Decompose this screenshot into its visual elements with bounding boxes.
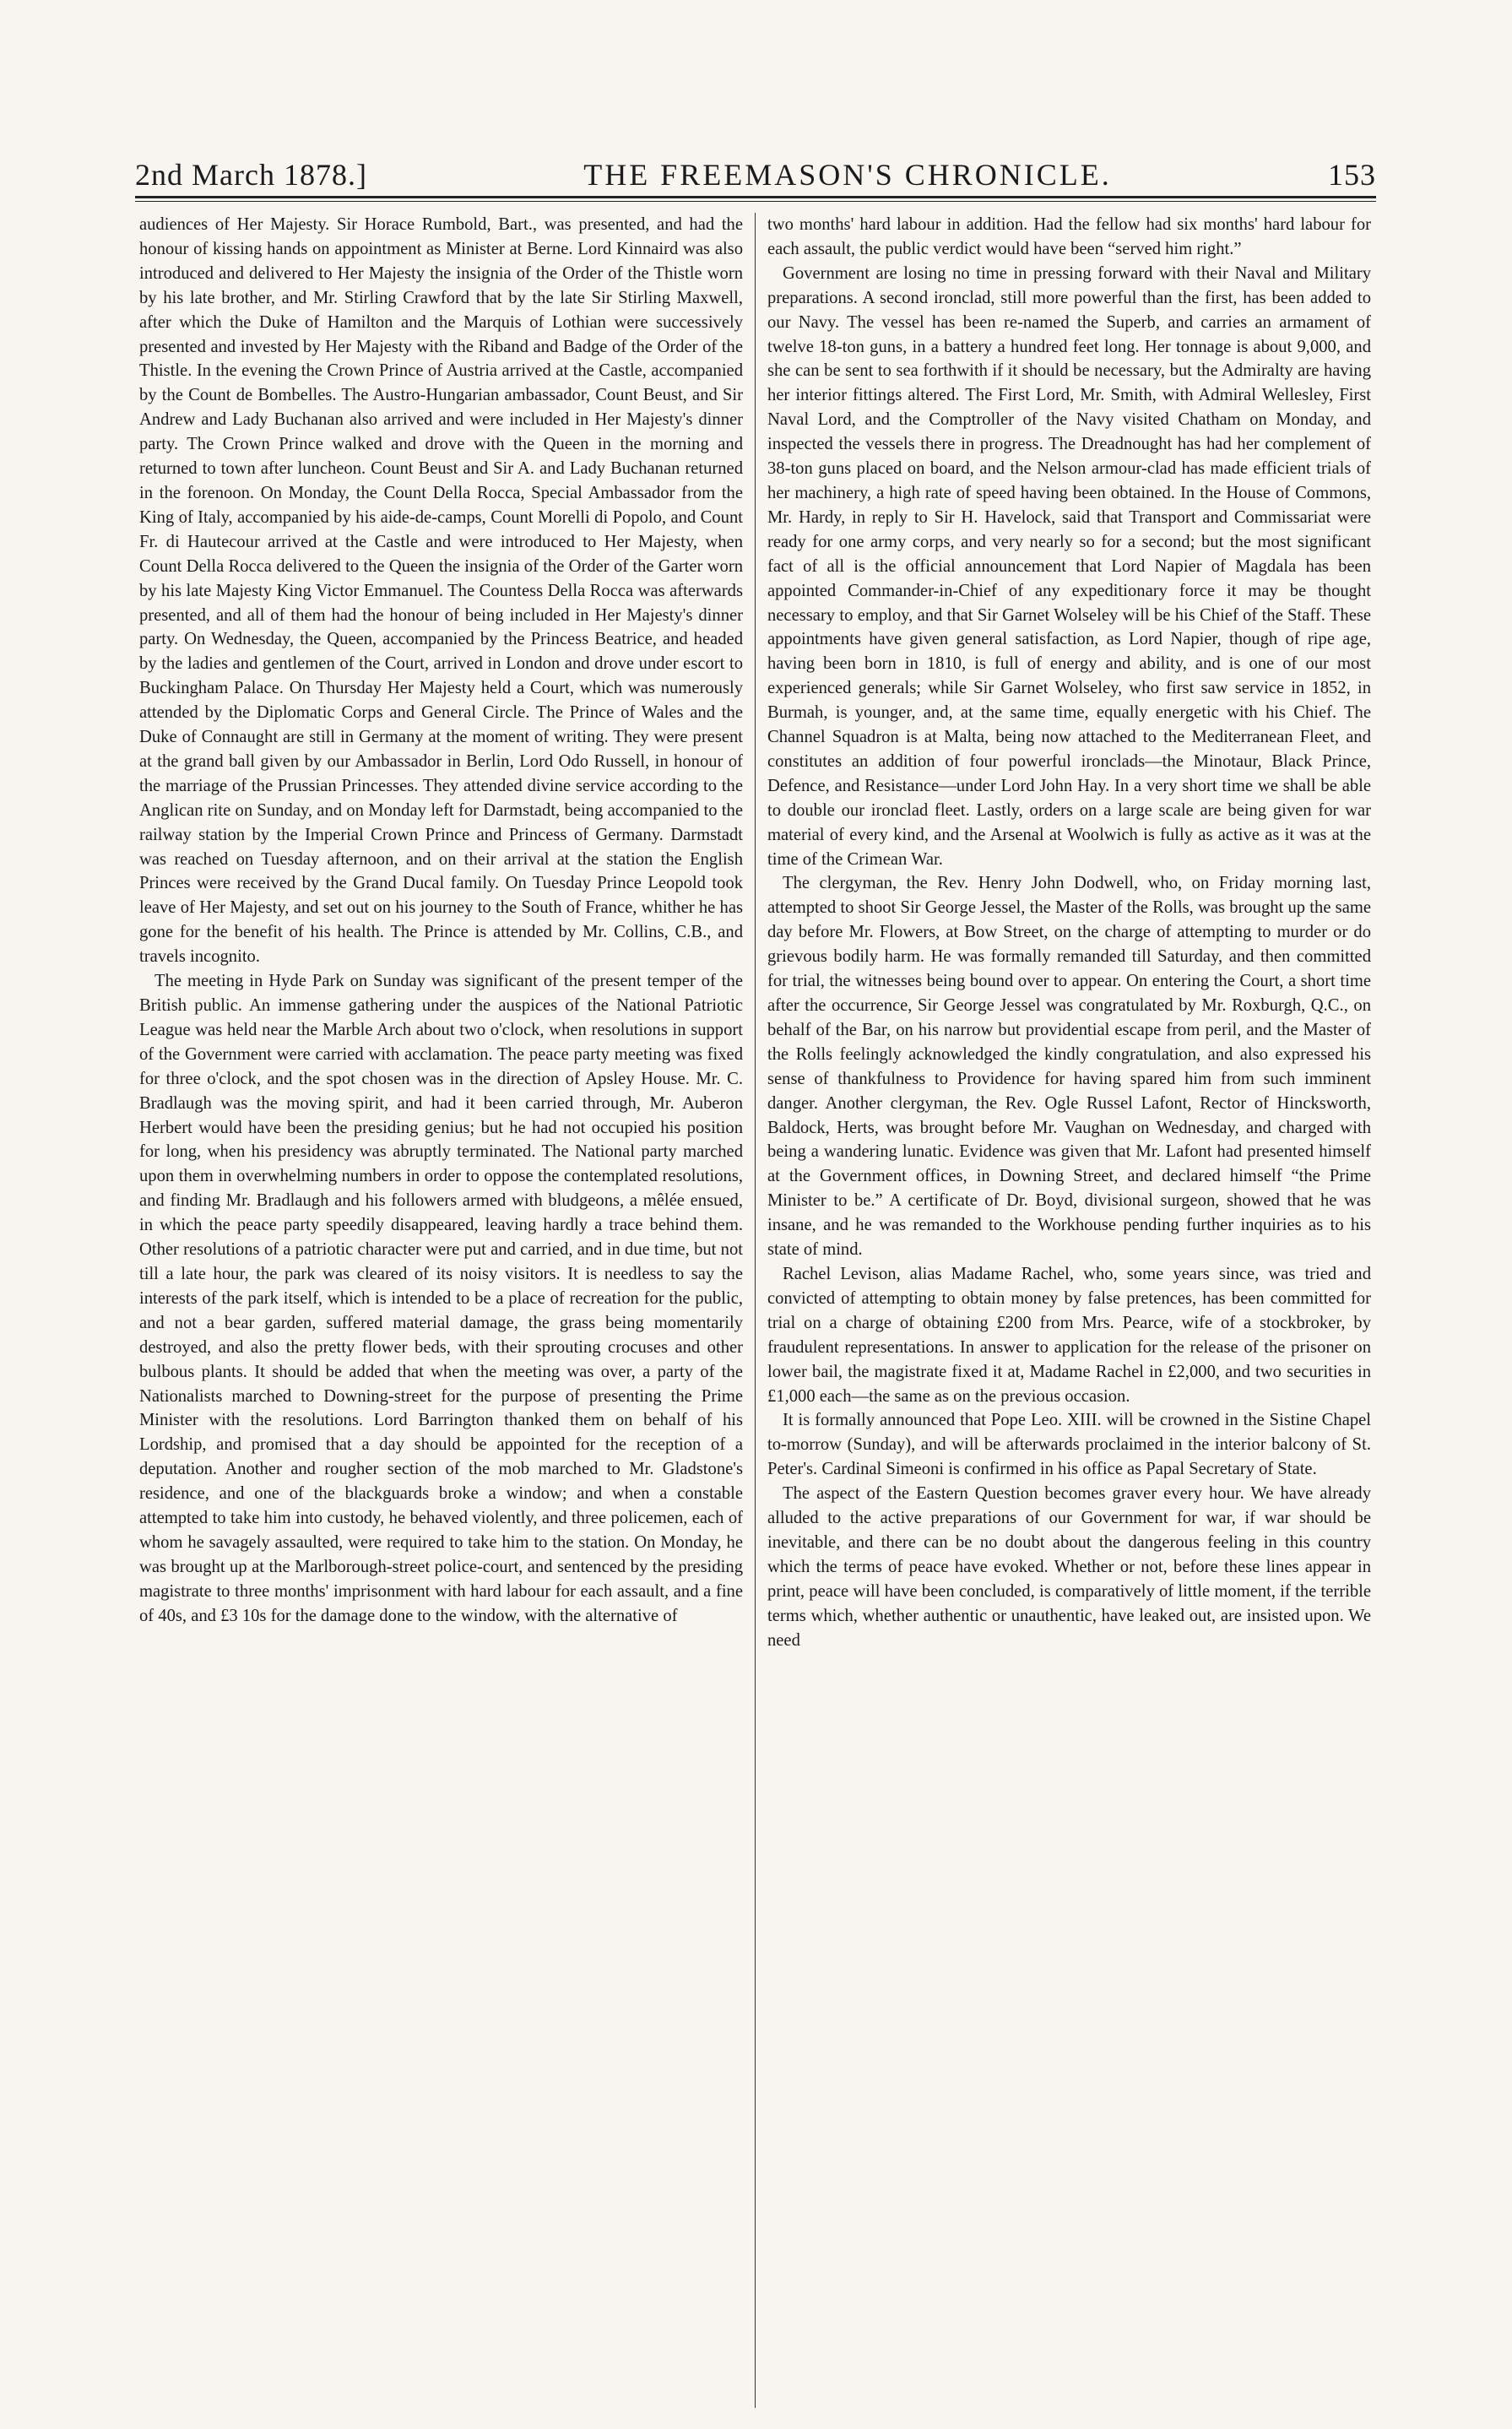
paragraph: two months' hard labour in addition. Had the fellow had six months' hard labour for each assault, the public verdict would have been “served him right.” (767, 215, 1371, 258)
issue-date: 2nd March 1878.] (135, 158, 367, 192)
page-header (135, 133, 1376, 192)
paragraph: Rachel Levison, alias Madame Rachel, who, some years since, was tried and convicted of attempting to obtain money by false pretences, has been committed for trial on a charge of obtaining £200 from Mrs. Pearce, wife of a stockbroker, by fraudulent representations. In answer to application for the release of the prisoner on lower bail, the magistrate fixed it at, Madame Rachel in £2,000, and two securities in £1,000 each—the same as on the previous occasion. (767, 1264, 1371, 1406)
paragraph: The meeting in Hyde Park on Sunday was significant of the present temper of the British public. An immense gathering under the auspices of the National Patriotic League was held near the Marble Arch about two o'clock, when resolutions in support of the Government were carried with acclamation. The peace party meeting was fixed for three o'clock, and the spot chosen was in the direction of Apsley House. Mr. C. Bradlaugh was the moving spirit, and had it been carried through, Mr. Auberon Herbert would have been the presiding genius; but he had not occupied his position for long, when his presidency was abruptly terminated. The National party marched upon them in overwhelming numbers in order to oppose the contemplated resolutions, and finding Mr. Bradlaugh and his followers armed with bludgeons, a mêlée ensued, in which the peace party speedily disappeared, leaving hardly a trace behind them. Other resolutions of a patriotic character were put and carried, and in due time, but not till a late hour, the park was cleared of its noisy visitors. It is needless to say the interests of the park itself, which is intended to be a place of recreation for the public, and not a bear garden, suffered material damage, the grass being momentarily destroyed, and also the pretty flower beds, with their sprouting crocuses and other bulbous plants. It should be added that when the meeting was over, a party of the Nationalists marched to Downing-street for the purpose of presenting the Prime Minister with the resolutions. Lord Barrington thanked them on behalf of his Lordship, and promised that a day should be appointed for the reception of a deputation. Another and rougher section of the mob marched to Mr. Gladstone's residence, and one of the blackguards broke a window; and when a constable attempted to take him into custody, he behaved violently, and three policemen, each of whom he savagely assaulted, were required to take him to the station. On Monday, he was brought up at the Marlborough-street police-court, and sentenced by the presiding magistrate to three months' imprisonment with hard labour for each assault, and a fine of 40s, and £3 10s for the damage done to the window, with the alternative of (139, 972, 743, 1625)
right-column (756, 213, 1371, 2408)
header-rule (135, 196, 1376, 198)
paragraph: audiences of Her Majesty. Sir Horace Rumbold, Bart., was presented, and had the honour of kissing hands on appointment as Minister at Berne. Lord Kinnaird was also introduced and delivered to Her Majesty the insignia of the Order of the Thistle worn by his late brother, and Mr. Stirling Crawford that by the late Sir Stirling Maxwell, after which the Duke of Hamilton and the Marquis of Lothian were successively presented and invested by Her Majesty with the Riband and Badge of the Order of the Thistle. In the evening the Crown Prince of Austria arrived at the Castle, accompanied by the Count de Bombelles. The Austro-Hungarian ambassador, Count Beust, and Sir Andrew and Lady Buchanan also arrived and were included in Her Majesty's dinner party. The Crown Prince walked and drove with the Queen in the morning and returned to town after luncheon. Count Beust and Sir A. and Lady Buchanan returned in the forenoon. On Monday, the Count Della Rocca, Special Ambassador from the King of Italy, accompanied by his aide-de-camps, Count Morelli di Popolo, and Count Fr. di Hautecour arrived at the Castle and were introduced to Her Majesty, when Count Della Rocca delivered to the Queen the insignia of the Order of the Garter worn by his late Majesty King Victor Emmanuel. The Countess Della Rocca was afterwards presented, and all of them had the honour of being included in Her Majesty's dinner party. On Wednesday, the Queen, accompanied by the Princess Beatrice, and headed by the ladies and gentlemen of the Court, arrived in London and drove under escort to Buckingham Palace. On Thursday Her Majesty held a Court, which was numerously attended by the Diplomatic Corps and General Circle. The Prince of Wales and the Duke of Connaught are still in Germany at the moment of writing. They were present at the grand ball given by our Ambassador in Berlin, Lord Odo Russell, in honour of the marriage of the Prussian Princesses. They attended divine service according to the Anglican rite on Sunday, and on Monday left for Darmstadt, being accompanied to the railway station by the Imperial Crown Prince and Princess of Germany. Darmstadt was reached on Tuesday afternoon, and on their arrival at the station the English Princes were received by the Grand Ducal family. On Tuesday Prince Leopold took leave of Her Majesty, and set out on his journey to the South of France, whither he has gone for the benefit of his health. The Prince is attended by Mr. Collins, C.B., and travels incognito. (139, 215, 743, 967)
paragraph: The clergyman, the Rev. Henry John Dodwell, who, on Friday morning last, attempted to shoot Sir George Jessel, the Master of the Rolls, was brought up the same day before Mr. Flowers, at Bow Street, on the charge of attempting to murder or do grievous bodily harm. He was formally remanded till Saturday, and then committed for trial, the witnesses being bound over to appear. On entering the Court, a short time after the occurrence, Sir George Jessel was congratulated by Mr. Roxburgh, Q.C., on behalf of the Bar, on his narrow but providential escape from peril, and the Master of the Rolls feelingly acknowledged the kindly congratulation, and also expressed his sense of thankfulness to Providence for having spared him from such imminent danger. Another clergyman, the Rev. Ogle Russel Lafont, Rector of Hincksworth, Baldock, Herts, was brought before Mr. Vaughan on Wednesday, and charged with being a wandering lunatic. Evidence was given that Mr. Lafont had presented himself at the Government offices, in Downing Street, and declared himself “the Prime Minister to be.” A certificate of Dr. Boyd, divisional surgeon, showed that he was insane, and he was remanded to the Workhouse pending further inquiries as to his state of mind. (767, 874, 1371, 1260)
header-rule-thin (135, 201, 1376, 202)
left-column (139, 213, 756, 2408)
paragraph: It is formally announced that Pope Leo. XIII. will be crowned in the Sistine Chapel to-morrow (Sunday), and will be afterwards proclaimed in the interior balcony of St. Peter's. Cardinal Simeoni is confirmed in his office as Papal Secretary of State. (767, 1411, 1371, 1479)
publication-title: THE FREEMASON'S CHRONICLE. (583, 158, 1112, 192)
paragraph: Government are losing no time in pressing forward with their Naval and Military preparations. A second ironclad, still more powerful than the first, has been added to our Navy. The vessel has been re-named the Superb, and carries an armament of twelve 18-ton guns, in a battery a hundred feet long. Her tonnage is about 9,000, and she can be sent to sea forthwith if it should be necessary, but the Admiralty are having her interior fittings altered. The First Lord, Mr. Smith, with Admiral Wellesley, First Naval Lord, and the Comptroller of the Navy visited Chatham on Monday, and inspected the vessels there in progress. The Dreadnought has had her complement of 38-ton guns placed on board, and the Nelson armour-clad has made efficient trials of her machinery, a high rate of speed having been obtained. In the House of Commons, Mr. Hardy, in reply to Sir H. Havelock, said that Transport and Commissariat were ready for one army corps, and very nearly so for a second; but the most significant fact of all is the official announcement that Lord Napier of Magdala has been appointed Commander-in-Chief of any expeditionary force it may be thought necessary to employ, and that Sir Garnet Wolseley will be his Chief of the Staff. These appointments have given general satisfaction, as Lord Napier, though of ripe age, having been born in 1810, is full of energy and ability, and is one of our most experienced generals; while Sir Garnet Wolseley, who first saw service in 1852, in Burmah, is younger, and, at the same time, equally energetic with his Chief. The Channel Squadron is at Malta, being now attached to the Mediterranean Fleet, and constitutes an addition of four powerful ironclads—the Minotaur, Black Prince, Defence, and Resistance—under Lord John Hay. In a very short time we shall be able to double our ironclad fleet. Lastly, orders on a large scale are being given for war material of every kind, and the Arsenal at Woolwich is fully as active as it was at the time of the Crimean War. (767, 263, 1371, 869)
paragraph: The aspect of the Eastern Question becomes graver every hour. We have already alluded to the active preparations of our Government for war, if war should be inevitable, and there can be no doubt about the dangerous feeling in this country which the terms of peace have evoked. Whether or not, before these lines appear in print, peace will have been concluded, is comparatively of little moment, if the terrible terms which, whether authentic or unauthentic, have leaked out, are insisted upon. We need (767, 1484, 1371, 1650)
page-number: 153 (1327, 158, 1376, 192)
article-columns (139, 213, 1372, 2408)
